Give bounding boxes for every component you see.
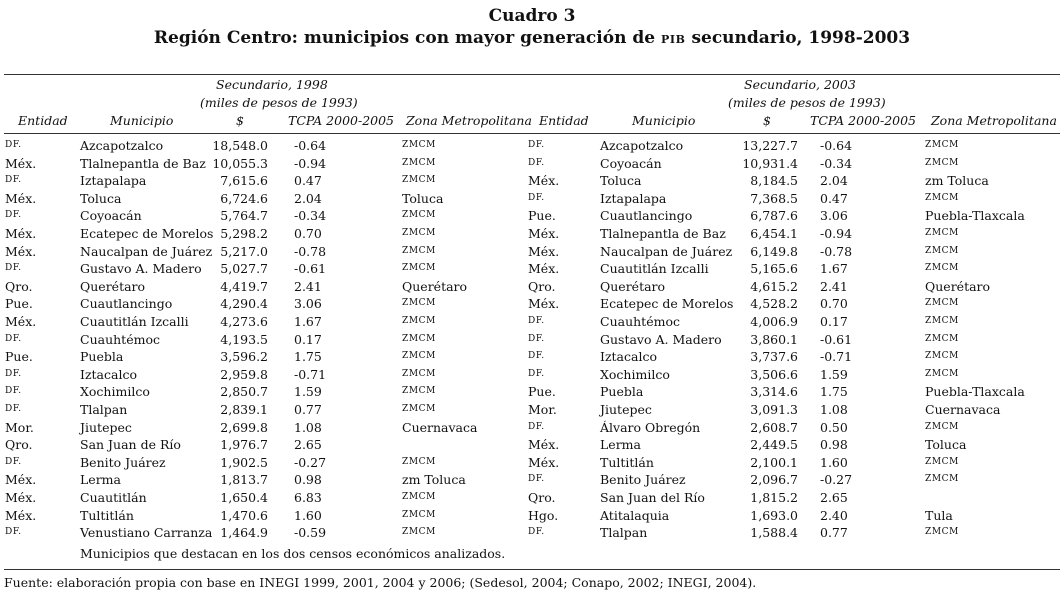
- right-col-zona: Zona Metropolitana: [931, 113, 1057, 128]
- right-row-municipio: Gustavo A. Madero: [600, 331, 722, 347]
- right-row-municipio: Jiutepec: [600, 402, 652, 417]
- right-row-municipio: Puebla: [600, 384, 644, 400]
- left-row-entidad: Pue.: [5, 349, 33, 365]
- right-row-tcpa: -0.94: [820, 226, 853, 241]
- right-row-tcpa: 0.77: [820, 525, 848, 541]
- left-row-valor: 4,290.4: [220, 296, 268, 312]
- right-row-municipio: Toluca: [600, 173, 642, 189]
- right-col-municipio: Municipio: [632, 113, 696, 128]
- left-row-valor: 1,813.7: [220, 472, 268, 488]
- left-row-municipio: Benito Juárez: [80, 454, 166, 470]
- left-row-zona: ZMCM: [402, 456, 436, 467]
- left-row-valor: 4,419.7: [220, 278, 268, 294]
- left-row-zona: ZMCM: [402, 228, 436, 238]
- right-row-zona: ZMCM: [925, 228, 959, 238]
- right-row-zona: ZMCM: [925, 351, 959, 362]
- left-row-valor: 2,699.8: [220, 419, 268, 435]
- left-group-units: (miles de pesos de 1993): [200, 95, 358, 110]
- left-row-municipio: Tlalpan: [80, 402, 128, 417]
- right-row-entidad: Méx.: [528, 437, 560, 453]
- right-row-tcpa: 3.06: [820, 208, 848, 224]
- left-row-valor: 1,976.7: [220, 437, 268, 453]
- right-row-valor: 1,693.0: [750, 507, 798, 523]
- left-row-municipio: Cuautitlán: [80, 490, 147, 505]
- left-row-zona: ZMCM: [402, 368, 436, 379]
- left-row-valor: 5,027.7: [220, 261, 268, 277]
- right-row-zona: zm Toluca: [925, 173, 989, 189]
- source-note: [4, 575, 756, 590]
- right-row-tcpa: 0.47: [820, 190, 848, 206]
- left-row-zona: ZMCM: [402, 351, 436, 362]
- right-row-municipio: Atitalaquia: [600, 507, 670, 523]
- left-row-entidad: DF.: [5, 175, 22, 186]
- left-row-municipio: Venustiano Carranza: [80, 525, 213, 541]
- left-row-zona: ZMCM: [402, 210, 436, 221]
- right-row-municipio: Lerma: [600, 437, 641, 453]
- left-row-zona: ZMCM: [402, 386, 436, 397]
- right-row-entidad: DF.: [528, 157, 545, 168]
- left-row-entidad: DF.: [5, 456, 22, 467]
- title-part-1: Región Centro: municipios con mayor generación de: [153, 28, 656, 48]
- left-col-entidad: Entidad: [18, 113, 68, 128]
- left-row-municipio: Azcapotzalco: [80, 138, 164, 153]
- left-row-tcpa: 0.47: [294, 173, 322, 189]
- header-rule: [4, 133, 1060, 134]
- right-row-valor: 3,506.6: [750, 366, 798, 382]
- left-row-tcpa: 1.75: [294, 349, 322, 365]
- left-row-tcpa: 6.83: [294, 490, 322, 505]
- right-row-valor: 10,931.4: [742, 155, 798, 171]
- right-row-entidad: DF.: [528, 527, 545, 538]
- left-row-tcpa: 2.41: [294, 278, 322, 294]
- left-row-valor: 10,055.3: [212, 155, 268, 171]
- left-row-tcpa: 3.06: [294, 296, 322, 312]
- left-row-tcpa: 2.65: [294, 437, 322, 453]
- right-row-tcpa: -0.78: [820, 243, 853, 259]
- right-row-tcpa: 0.17: [820, 314, 848, 329]
- right-row-entidad: Qro.: [528, 490, 556, 505]
- left-row-valor: 6,724.6: [220, 190, 268, 206]
- right-row-municipio: Querétaro: [600, 278, 666, 294]
- left-row-entidad: Méx.: [5, 190, 37, 206]
- right-row-entidad: Méx.: [528, 261, 560, 277]
- left-row-zona: ZMCM: [402, 316, 436, 326]
- right-row-valor: 5,165.6: [750, 261, 798, 277]
- left-row-valor: 1,902.5: [220, 454, 268, 470]
- left-row-valor: 5,764.7: [220, 208, 268, 224]
- right-row-valor: 3,091.3: [750, 402, 798, 417]
- right-row-municipio: Naucalpan de Juárez: [600, 243, 733, 259]
- right-row-tcpa: -0.71: [820, 349, 853, 365]
- right-row-municipio: Azcapotzalco: [600, 138, 684, 153]
- right-row-tcpa: -0.27: [820, 472, 853, 488]
- right-row-entidad: Méx.: [528, 226, 560, 241]
- right-row-tcpa: -0.64: [820, 138, 853, 153]
- left-row-municipio: Gustavo A. Madero: [80, 261, 202, 277]
- left-row-entidad: Méx.: [5, 490, 37, 505]
- left-row-valor: 2,839.1: [220, 402, 268, 417]
- right-row-municipio: Cuautitlán Izcalli: [600, 261, 709, 277]
- right-row-zona: Puebla-Tlaxcala: [925, 384, 1025, 400]
- right-row-zona: ZMCM: [925, 456, 959, 467]
- right-row-zona: ZMCM: [925, 263, 959, 274]
- left-row-zona: ZMCM: [402, 492, 436, 502]
- right-row-municipio: Cuautlancingo: [600, 208, 693, 224]
- right-row-entidad: Méx.: [528, 296, 560, 312]
- left-row-tcpa: 0.70: [294, 226, 322, 241]
- left-row-tcpa: -0.71: [294, 366, 327, 382]
- right-row-zona: ZMCM: [925, 421, 959, 432]
- right-col-valor: $: [763, 113, 771, 128]
- left-row-municipio: Tultitlán: [80, 507, 134, 523]
- left-col-zona: Zona Metropolitana: [406, 113, 532, 128]
- right-row-entidad: DF.: [528, 351, 545, 362]
- left-row-zona: ZMCM: [402, 245, 436, 256]
- left-row-municipio: Cuautlancingo: [80, 296, 173, 312]
- left-row-municipio: Tlalnepantla de Baz: [80, 155, 206, 171]
- right-row-entidad: DF.: [528, 140, 545, 150]
- left-row-valor: 4,193.5: [220, 331, 268, 347]
- right-group-title: Secundario, 2003: [744, 77, 856, 92]
- left-row-zona: ZMCM: [402, 527, 436, 538]
- left-row-entidad: DF.: [5, 263, 22, 274]
- right-row-municipio: Tlalnepantla de Baz: [600, 226, 726, 241]
- right-row-tcpa: 0.50: [820, 419, 848, 435]
- right-row-tcpa: -0.61: [820, 331, 853, 347]
- left-row-tcpa: -0.34: [294, 208, 327, 224]
- left-row-entidad: DF.: [5, 210, 22, 221]
- left-row-entidad: Méx.: [5, 243, 37, 259]
- right-row-zona: Cuernavaca: [925, 402, 1001, 417]
- table-number: Cuadro 3: [488, 6, 576, 26]
- left-row-municipio: Puebla: [80, 349, 124, 365]
- left-group-title: Secundario, 1998: [216, 77, 328, 92]
- right-row-valor: 1,588.4: [750, 525, 798, 541]
- left-row-municipio: Iztapalapa: [80, 173, 147, 189]
- bottom-rule: [4, 569, 1060, 570]
- right-row-entidad: Mor.: [528, 402, 557, 417]
- left-row-zona: ZMCM: [402, 263, 436, 274]
- left-row-entidad: DF.: [5, 333, 22, 344]
- left-row-zona: Toluca: [402, 190, 444, 206]
- left-row-tcpa: -0.59: [294, 525, 327, 541]
- left-row-municipio: Iztacalco: [80, 366, 137, 382]
- left-row-municipio: San Juan de Río: [80, 437, 181, 453]
- right-row-valor: 2,608.7: [750, 419, 798, 435]
- right-row-tcpa: 0.98: [820, 437, 848, 453]
- right-row-valor: 4,006.9: [750, 314, 798, 329]
- right-row-tcpa: 2.41: [820, 278, 848, 294]
- right-row-entidad: Méx.: [528, 454, 560, 470]
- right-row-entidad: DF.: [528, 474, 545, 485]
- right-row-zona: ZMCM: [925, 368, 959, 379]
- left-col-valor: $: [236, 113, 244, 128]
- right-row-zona: ZMCM: [925, 157, 959, 168]
- title-part-2: secundario, 1998-2003: [691, 28, 911, 48]
- right-row-valor: 2,100.1: [750, 454, 798, 470]
- left-row-entidad: DF.: [5, 404, 22, 414]
- left-row-municipio: Xochimilco: [80, 384, 150, 400]
- left-row-zona: ZMCM: [402, 140, 436, 150]
- right-row-municipio: Álvaro Obregón: [600, 419, 701, 435]
- left-row-municipio: Toluca: [80, 190, 122, 206]
- left-row-entidad: Méx.: [5, 472, 37, 488]
- right-row-municipio: Iztacalco: [600, 349, 657, 365]
- right-row-zona: Puebla-Tlaxcala: [925, 208, 1025, 224]
- right-row-zona: ZMCM: [925, 527, 959, 538]
- right-row-zona: Querétaro: [925, 278, 991, 294]
- left-row-valor: 2,850.7: [220, 384, 268, 400]
- left-row-zona: zm Toluca: [402, 472, 466, 488]
- left-row-tcpa: -0.78: [294, 243, 327, 259]
- left-row-entidad: Méx.: [5, 314, 37, 329]
- left-row-municipio: Lerma: [80, 472, 121, 488]
- title-pib: PIB: [661, 33, 686, 46]
- left-row-zona: ZMCM: [402, 157, 436, 168]
- left-row-valor: 1,464.9: [220, 525, 268, 541]
- right-row-entidad: DF.: [528, 421, 545, 432]
- right-row-municipio: Coyoacán: [600, 155, 662, 171]
- left-row-municipio: Ecatepec de Morelos: [80, 226, 214, 241]
- right-row-valor: 2,096.7: [750, 472, 798, 488]
- right-row-valor: 2,449.5: [750, 437, 798, 453]
- right-row-entidad: Pue.: [528, 384, 556, 400]
- right-row-zona: ZMCM: [925, 333, 959, 344]
- right-row-tcpa: -0.34: [820, 155, 853, 171]
- right-row-tcpa: 0.70: [820, 296, 848, 312]
- right-row-tcpa: 1.67: [820, 261, 848, 277]
- left-row-tcpa: 1.59: [294, 384, 322, 400]
- left-row-zona: ZMCM: [402, 298, 436, 309]
- right-row-entidad: DF.: [528, 368, 545, 379]
- left-row-entidad: Pue.: [5, 296, 33, 312]
- left-row-municipio: Querétaro: [80, 278, 146, 294]
- left-row-tcpa: 0.17: [294, 331, 322, 347]
- left-row-valor: 5,217.0: [220, 243, 268, 259]
- right-row-municipio: Tlalpan: [600, 525, 648, 541]
- left-row-entidad: Méx.: [5, 155, 37, 171]
- right-row-municipio: Cuauhtémoc: [600, 314, 680, 329]
- left-row-zona: ZMCM: [402, 509, 436, 520]
- right-row-tcpa: 2.40: [820, 507, 848, 523]
- right-row-zona: ZMCM: [925, 245, 959, 256]
- left-row-tcpa: -0.27: [294, 454, 327, 470]
- left-row-entidad: DF.: [5, 527, 22, 538]
- left-row-tcpa: 2.04: [294, 190, 322, 206]
- right-row-valor: 4,528.2: [750, 296, 798, 312]
- left-row-zona: Cuernavaca: [402, 419, 478, 435]
- left-row-zona: Querétaro: [402, 278, 468, 294]
- left-row-tcpa: 0.77: [294, 402, 322, 417]
- right-row-municipio: Iztapalapa: [600, 190, 667, 206]
- left-row-tcpa: -0.61: [294, 261, 327, 277]
- right-row-municipio: Benito Juárez: [600, 472, 686, 488]
- right-row-tcpa: 2.65: [820, 490, 848, 505]
- left-row-entidad: DF.: [5, 140, 22, 150]
- table-title: [0, 28, 1064, 50]
- right-row-valor: 6,787.6: [750, 208, 798, 224]
- right-row-valor: 4,615.2: [750, 278, 798, 294]
- left-row-zona: ZMCM: [402, 404, 436, 414]
- left-row-valor: 3,596.2: [220, 349, 268, 365]
- right-col-tcpa: TCPA 2000-2005: [810, 113, 917, 128]
- right-row-entidad: Qro.: [528, 278, 556, 294]
- right-row-zona: Tula: [925, 507, 953, 523]
- left-row-entidad: Qro.: [5, 437, 33, 453]
- right-row-valor: 1,815.2: [750, 490, 798, 505]
- left-row-entidad: DF.: [5, 386, 22, 397]
- top-rule: [4, 74, 1060, 75]
- right-col-entidad: Entidad: [539, 113, 589, 128]
- right-row-valor: 7,368.5: [750, 190, 798, 206]
- left-row-municipio: Jiutepec: [80, 419, 132, 435]
- right-row-tcpa: 1.60: [820, 454, 848, 470]
- right-row-municipio: Ecatepec de Morelos: [600, 296, 734, 312]
- right-row-tcpa: 1.08: [820, 402, 848, 417]
- right-row-entidad: Pue.: [528, 208, 556, 224]
- right-row-entidad: DF.: [528, 316, 545, 326]
- right-row-valor: 6,454.1: [750, 226, 798, 241]
- right-row-valor: 3,860.1: [750, 331, 798, 347]
- right-row-entidad: Méx.: [528, 243, 560, 259]
- left-row-municipio: Cuautitlán Izcalli: [80, 314, 189, 329]
- left-row-entidad: Qro.: [5, 278, 33, 294]
- left-row-tcpa: -0.64: [294, 138, 327, 153]
- left-col-municipio: Municipio: [110, 113, 174, 128]
- right-row-zona: ZMCM: [925, 474, 959, 485]
- left-row-municipio: Coyoacán: [80, 208, 142, 224]
- left-col-tcpa: TCPA 2000-2005: [288, 113, 395, 128]
- right-row-entidad: Méx.: [528, 173, 560, 189]
- right-row-zona: ZMCM: [925, 316, 959, 326]
- right-row-zona: ZMCM: [925, 140, 959, 150]
- left-row-valor: 4,273.6: [220, 314, 268, 329]
- table-note: Municipios que destacan en los dos censos económicos analizados.: [80, 546, 506, 561]
- left-row-tcpa: 0.98: [294, 472, 322, 488]
- left-row-municipio: Naucalpan de Juárez: [80, 243, 213, 259]
- right-row-entidad: DF.: [528, 333, 545, 344]
- left-row-zona: ZMCM: [402, 333, 436, 344]
- left-row-entidad: Méx.: [5, 507, 37, 523]
- left-row-tcpa: -0.94: [294, 155, 327, 171]
- right-row-tcpa: 2.04: [820, 173, 848, 189]
- right-row-valor: 3,737.6: [750, 349, 798, 365]
- right-row-entidad: DF.: [528, 192, 545, 203]
- right-row-valor: 8,184.5: [750, 173, 798, 189]
- left-row-municipio: Cuauhtémoc: [80, 331, 160, 347]
- left-row-zona: ZMCM: [402, 175, 436, 186]
- left-row-entidad: Méx.: [5, 226, 37, 241]
- left-row-tcpa: 1.60: [294, 507, 322, 523]
- right-row-valor: 6,149.8: [750, 243, 798, 259]
- right-row-zona: Toluca: [925, 437, 967, 453]
- right-group-units: (miles de pesos de 1993): [728, 95, 886, 110]
- right-row-valor: 3,314.6: [750, 384, 798, 400]
- left-row-valor: 2,959.8: [220, 366, 268, 382]
- right-row-tcpa: 1.59: [820, 366, 848, 382]
- source-text: Fuente: elaboración propia con base en INEGI 1999, 2001, 2004 y 2006; (Sedesol, 2004; Conapo, 2002; INEGI, 2004).: [4, 575, 757, 590]
- left-row-tcpa: 1.08: [294, 419, 322, 435]
- left-row-valor: 18,548.0: [212, 138, 268, 153]
- right-row-zona: ZMCM: [925, 192, 959, 203]
- right-row-municipio: Xochimilco: [600, 366, 670, 382]
- right-row-entidad: Hgo.: [528, 507, 559, 523]
- right-row-municipio: Tultitlán: [600, 454, 654, 470]
- right-row-tcpa: 1.75: [820, 384, 848, 400]
- left-row-valor: 5,298.2: [220, 226, 268, 241]
- left-row-valor: 1,470.6: [220, 507, 268, 523]
- left-row-valor: 1,650.4: [220, 490, 268, 505]
- right-row-zona: ZMCM: [925, 298, 959, 309]
- left-row-tcpa: 1.67: [294, 314, 322, 329]
- right-row-valor: 13,227.7: [742, 138, 798, 153]
- right-row-municipio: San Juan del Río: [600, 490, 705, 505]
- left-row-valor: 7,615.6: [220, 173, 268, 189]
- left-row-entidad: DF.: [5, 368, 22, 379]
- left-row-entidad: Mor.: [5, 419, 34, 435]
